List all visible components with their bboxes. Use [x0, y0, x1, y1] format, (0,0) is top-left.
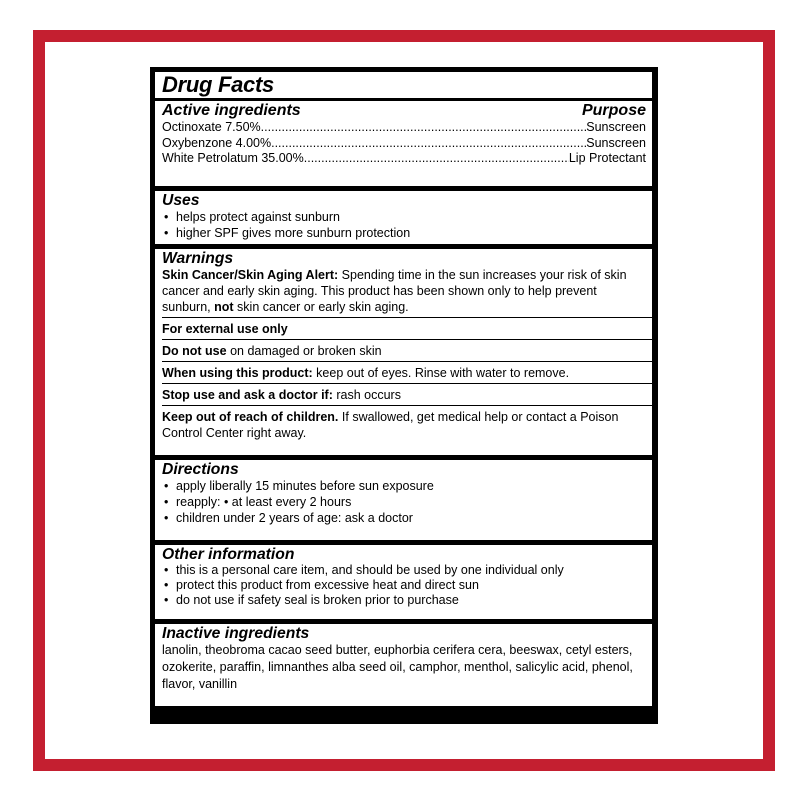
- leader-dots: [304, 151, 569, 167]
- list-item: • protect this product from excessive heat and direct sun: [162, 578, 646, 593]
- list-item: • helps protect against sunburn: [162, 209, 646, 225]
- leader-dots: [261, 120, 587, 136]
- ingredient-row: [162, 120, 646, 136]
- drug-facts-label: [150, 67, 658, 724]
- alert-label: Skin Cancer/Skin Aging Alert:: [162, 268, 339, 282]
- ingredient-name: Oxybenzone 4.00%: [162, 135, 272, 150]
- uses-heading: Uses: [162, 192, 200, 209]
- inactive-ingredients-panel: [155, 624, 652, 706]
- divider: [162, 405, 652, 406]
- label-title: Drug Facts: [162, 72, 274, 97]
- divider: [162, 317, 652, 318]
- stop-use-label: Stop use and ask a doctor if:: [162, 388, 333, 402]
- ingredient-row: [162, 151, 646, 167]
- alert-end: skin cancer or early skin aging.: [233, 300, 409, 314]
- active-ingredients-panel: [155, 72, 652, 186]
- warnings-heading: Warnings: [162, 250, 234, 267]
- alert-not: not: [214, 300, 234, 314]
- other-information-panel: [155, 545, 652, 619]
- when-using-label: When using this product:: [162, 366, 313, 380]
- divider: [162, 339, 652, 340]
- list-item: • children under 2 years of age: ask a doctor: [162, 510, 646, 526]
- list-item: [162, 494, 646, 510]
- directions-list: [162, 478, 646, 526]
- skin-cancer-alert: [162, 267, 646, 315]
- title-rule: [155, 98, 652, 101]
- warnings-panel: [155, 249, 652, 455]
- inactive-text: lanolin, theobroma cacao seed butter, euphorbia cerifera cera, beeswax, cetyl esters, ozokerite, paraffin, limnanthes alba seed oil, camphor, menthol, salicylic acid, phenol, flavor, vanillin: [162, 643, 633, 691]
- ingredient-name: White Petrolatum 35.00%: [162, 151, 304, 165]
- divider: [162, 361, 652, 362]
- list-item: • higher SPF gives more sunburn protection: [162, 225, 646, 241]
- purpose-heading: Purpose: [581, 102, 646, 119]
- ingredient-purpose: Sunscreen: [586, 135, 646, 150]
- list-item: • do not use if safety seal is broken prior to purchase: [162, 593, 646, 608]
- list-item: • this is a personal care item, and should be used by one individual only: [162, 563, 646, 578]
- uses-list: [162, 209, 646, 241]
- leader-dots: [271, 136, 586, 152]
- reapply-text: • at least every 2 hours: [220, 495, 352, 509]
- list-item: • apply liberally 15 minutes before sun exposure: [162, 478, 646, 494]
- do-not-use: [162, 343, 646, 359]
- ingredient-row: [162, 136, 646, 152]
- keep-out-label: Keep out of reach of children.: [162, 410, 339, 424]
- ingredient-purpose: Lip Protectant: [568, 151, 646, 165]
- when-using-text: keep out of eyes. Rinse with water to remove.: [312, 366, 570, 380]
- active-heading: Active ingredients: [162, 102, 301, 119]
- external-use: [162, 321, 646, 337]
- ingredient-name: Octinoxate 7.50%: [162, 120, 261, 134]
- do-not-use-text: on damaged or broken skin: [226, 344, 382, 358]
- when-using: [162, 365, 646, 381]
- do-not-use-label: Do not use: [162, 344, 227, 358]
- divider: [162, 383, 652, 384]
- keep-out-of-reach: [162, 409, 646, 441]
- uses-panel: [155, 191, 652, 244]
- external-use-text: For external use only: [162, 322, 288, 336]
- keep-out-text: If swallowed, get medical help or contact a Poison Control Center right away.: [162, 410, 619, 440]
- active-subhead: [162, 102, 646, 120]
- stop-use: [162, 387, 646, 403]
- alert-text: Spending time in the sun increases your risk of skin cancer and early skin aging. This product has been shown only to help prevent sunburn,: [162, 268, 627, 314]
- directions-heading: Directions: [162, 461, 239, 478]
- other-heading: Other information: [162, 546, 295, 563]
- other-list: [162, 563, 646, 608]
- stop-use-text: rash occurs: [332, 388, 401, 402]
- directions-panel: [155, 460, 652, 540]
- reapply-label: reapply:: [176, 495, 221, 509]
- inactive-heading: Inactive ingredients: [162, 625, 310, 642]
- ingredient-purpose: Sunscreen: [586, 120, 646, 134]
